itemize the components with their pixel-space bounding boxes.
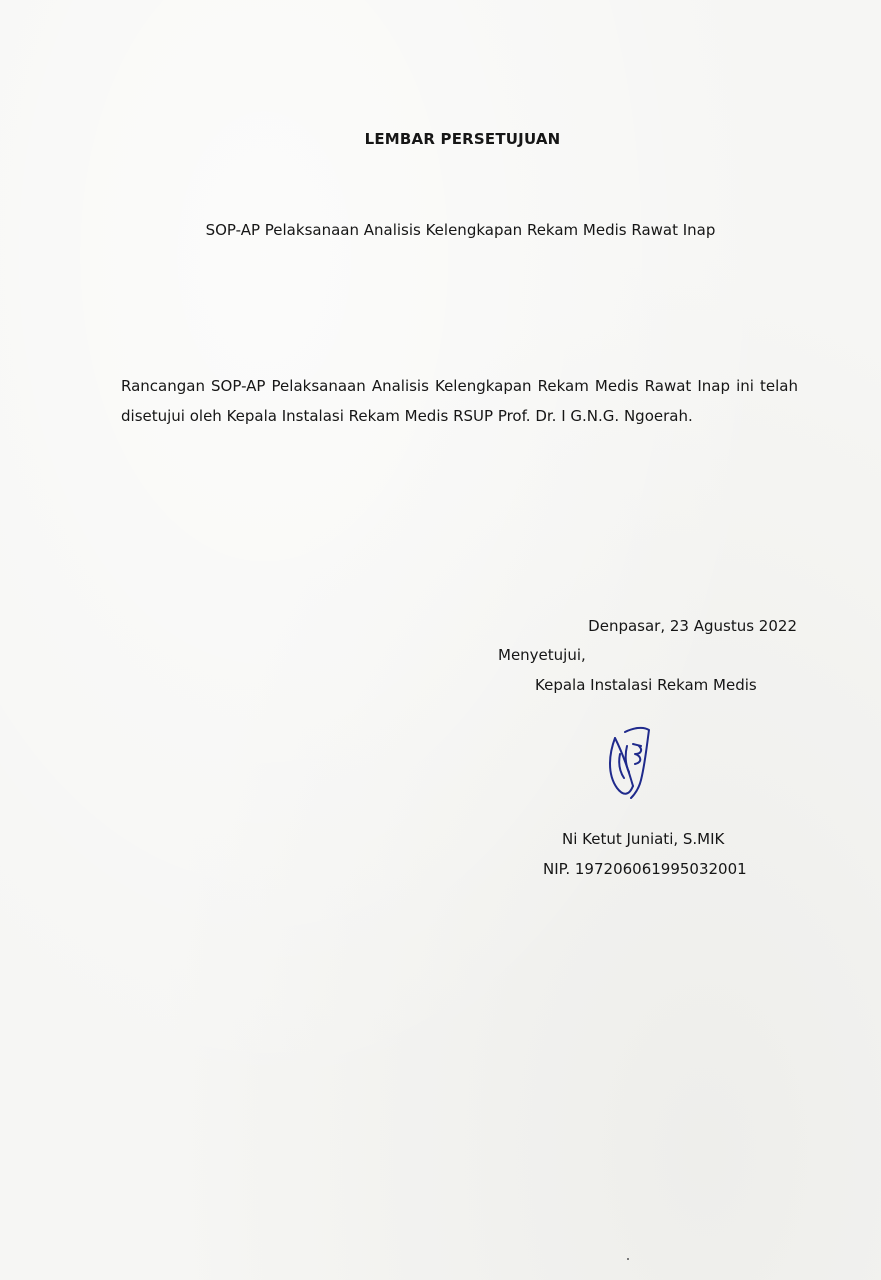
- handwritten-signature: [605, 724, 655, 802]
- approved-label: Menyetujui,: [498, 646, 586, 664]
- document-title: LEMBAR PERSETUJUAN: [364, 130, 561, 148]
- document-subtitle: SOP-AP Pelaksanaan Analisis Kelengkapan Rekam Medis Rawat Inap: [205, 221, 716, 239]
- signer-position: Kepala Instalasi Rekam Medis: [535, 676, 757, 694]
- place-date: Denpasar, 23 Agustus 2022: [588, 617, 797, 635]
- signer-nip: NIP. 197206061995032001: [543, 860, 747, 878]
- signer-name: Ni Ketut Juniati, S.MIK: [562, 830, 725, 848]
- paper-speck: [627, 1258, 629, 1260]
- approval-statement: Rancangan SOP-AP Pelaksanaan Analisis Kelengkapan Rekam Medis Rawat Inap ini telah disetujui oleh Kepala Instalasi Rekam Medis RSUP Prof. Dr. I G.N.G. Ngoerah.: [121, 377, 798, 425]
